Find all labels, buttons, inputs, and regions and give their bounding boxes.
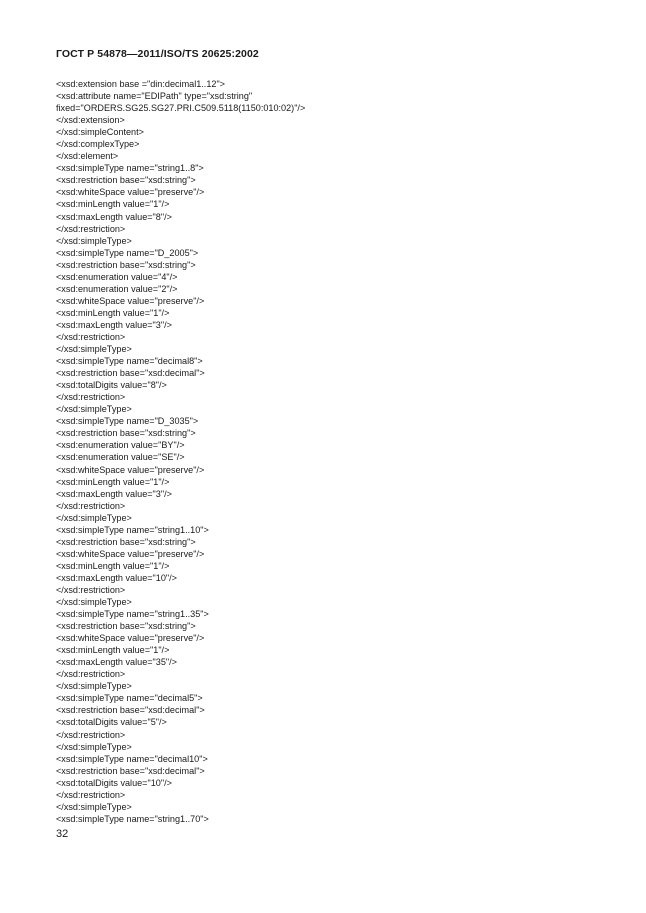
code-line: <xsd:minLength value="1"/> <box>56 199 170 210</box>
code-line: <xsd:maxLength value="10"/> <box>56 572 177 583</box>
code-line: </xsd:simpleType> <box>56 344 132 355</box>
code-line: </xsd:extension> <box>56 115 125 126</box>
code-line: <xsd:restriction base="xsd:decimal"> <box>56 368 205 379</box>
xml-schema-code-block <box>56 78 305 825</box>
code-line: <xsd:maxLength value="3"/> <box>56 488 172 499</box>
code-line: <xsd:simpleType name="decimal10"> <box>56 753 208 764</box>
code-line: <xsd:minLength value="1"/> <box>56 476 170 487</box>
code-line: <xsd:simpleType name="D_3035"> <box>56 416 199 427</box>
code-line: <xsd:enumeration value="4"/> <box>56 271 178 282</box>
page-number: 32 <box>56 828 69 840</box>
code-line: <xsd:minLength value="1"/> <box>56 645 170 656</box>
code-line: </xsd:restriction> <box>56 669 126 680</box>
code-line: </xsd:restriction> <box>56 789 126 800</box>
code-line: <xsd:maxLength value="35"/> <box>56 657 177 668</box>
code-line: <xsd:simpleType name="decimal8"> <box>56 356 203 367</box>
code-line: <xsd:attribute name="EDIPath" type="xsd:string" <box>56 91 253 102</box>
code-line: <xsd:whiteSpace value="preserve"/> <box>56 295 205 306</box>
code-line: <xsd:enumeration value="BY"/> <box>56 440 185 451</box>
code-line: </xsd:simpleType> <box>56 512 132 523</box>
code-line: <xsd:maxLength value="8"/> <box>56 211 172 222</box>
code-line: </xsd:simpleType> <box>56 741 132 752</box>
code-line: <xsd:restriction base="xsd:string"> <box>56 428 196 439</box>
code-line: </xsd:simpleType> <box>56 681 132 692</box>
code-line: <xsd:simpleType name="string1..8"> <box>56 163 204 174</box>
code-line: <xsd:restriction base="xsd:string"> <box>56 621 196 632</box>
code-line: <xsd:minLength value="1"/> <box>56 560 170 571</box>
code-line: </xsd:restriction> <box>56 223 126 234</box>
code-line: <xsd:enumeration value="2"/> <box>56 283 178 294</box>
code-line: <xsd:totalDigits value="5"/> <box>56 717 167 728</box>
code-line: </xsd:restriction> <box>56 392 126 403</box>
code-line: <xsd:simpleType name="string1..10"> <box>56 524 209 535</box>
code-line: <xsd:extension base ="din:decimal1..12"> <box>56 79 225 89</box>
code-line: fixed="ORDERS.SG25.SG27.PRI.C509.5118(1150:010:02)"/> <box>56 103 306 114</box>
document-header: ГОСТ Р 54878—2011/ISO/TS 20625:2002 <box>56 48 259 60</box>
code-line: </xsd:simpleType> <box>56 404 132 415</box>
code-line: <xsd:whiteSpace value="preserve"/> <box>56 548 205 559</box>
code-line: <xsd:totalDigits value="8"/> <box>56 380 167 391</box>
code-line: </xsd:restriction> <box>56 500 126 511</box>
code-line: </xsd:restriction> <box>56 729 126 740</box>
code-line: <xsd:simpleType name="decimal5"> <box>56 693 203 704</box>
code-line: <xsd:simpleType name="D_2005"> <box>56 247 199 258</box>
code-line: <xsd:whiteSpace value="preserve"/> <box>56 187 205 198</box>
code-line: <xsd:restriction base="xsd:decimal"> <box>56 705 205 716</box>
code-line: <xsd:whiteSpace value="preserve"/> <box>56 464 205 475</box>
code-line: </xsd:restriction> <box>56 584 126 595</box>
code-line: </xsd:restriction> <box>56 331 126 342</box>
code-line: <xsd:whiteSpace value="preserve"/> <box>56 633 205 644</box>
code-line: <xsd:maxLength value="3"/> <box>56 319 172 330</box>
code-line: <xsd:simpleType name="string1..70"> <box>56 813 209 824</box>
code-line: <xsd:enumeration value="SE"/> <box>56 452 185 463</box>
code-line: </xsd:element> <box>56 151 119 162</box>
code-line: </xsd:simpleType> <box>56 235 132 246</box>
code-line: <xsd:restriction base="xsd:string"> <box>56 259 196 270</box>
code-line: <xsd:restriction base="xsd:string"> <box>56 175 196 186</box>
code-line: </xsd:simpleContent> <box>56 127 144 138</box>
code-line: </xsd:complexType> <box>56 139 140 150</box>
code-line: <xsd:restriction base="xsd:decimal"> <box>56 765 205 776</box>
code-line: <xsd:restriction base="xsd:string"> <box>56 536 196 547</box>
code-line: <xsd:simpleType name="string1..35"> <box>56 609 209 620</box>
code-line: <xsd:totalDigits value="10"/> <box>56 777 172 788</box>
code-line: </xsd:simpleType> <box>56 597 132 608</box>
code-line: </xsd:simpleType> <box>56 801 132 812</box>
code-line: <xsd:minLength value="1"/> <box>56 307 170 318</box>
